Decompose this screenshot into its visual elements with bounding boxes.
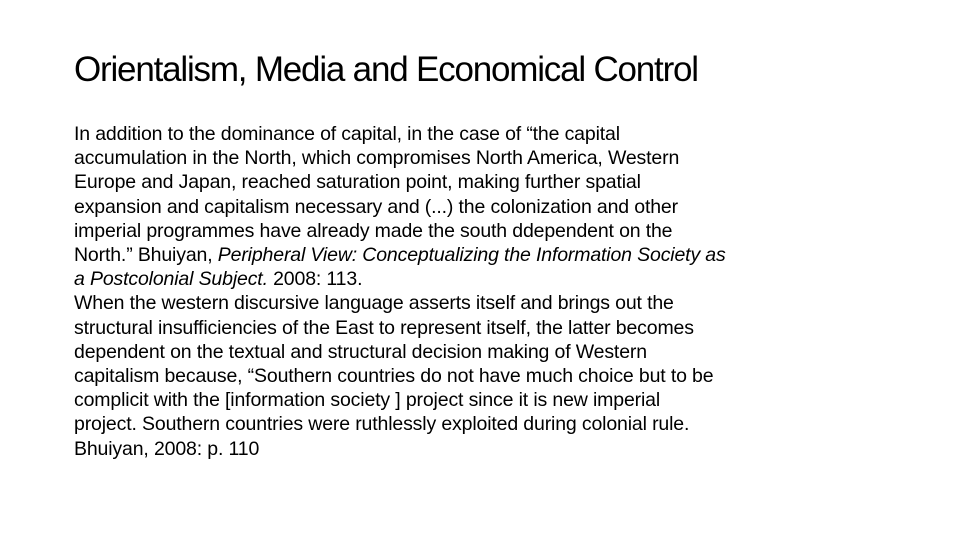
paragraph-2-line-2: structural insufficiencies of the East to represent itself, the latter becomes	[74, 316, 694, 339]
paragraph-2-line-4: capitalism because, “Southern countries do not have much choice but to be	[74, 365, 714, 388]
citation-year-page: 2008: 113.	[267, 268, 363, 291]
slide-body	[74, 122, 904, 461]
paragraph-1-line-4: expansion and capitalism necessary and (...) the colonization and other	[74, 195, 678, 218]
citation-book-title-part-1: Peripheral View: Conceptualizing the Information Society as	[217, 244, 726, 267]
paragraph-2-line-7: Bhuiyan, 2008: p. 110	[74, 437, 260, 460]
paragraph-western-discourse	[74, 291, 904, 460]
paragraph-capital-accumulation	[74, 122, 904, 291]
paragraph-2-line-1: When the western discursive language asserts itself and brings out the	[74, 292, 674, 315]
paragraph-1-line-7	[74, 267, 904, 291]
paragraph-1-line-6	[74, 243, 904, 267]
paragraph-2-line-6: project. Southern countries were ruthlessly exploited during colonial rule.	[74, 413, 690, 436]
paragraph-2-line-3: dependent on the textual and structural decision making of Western	[74, 340, 647, 363]
citation-book-title-part-2: a Postcolonial Subject.	[74, 268, 268, 291]
paragraph-1-line-1: In addition to the dominance of capital, in the case of “the capital	[74, 123, 620, 145]
paragraph-1-line-3: Europe and Japan, reached saturation point, making further spatial	[74, 171, 641, 194]
slide-title: Orientalism, Media and Economical Control	[74, 50, 698, 89]
paragraph-1-line-2: accumulation in the North, which compromises North America, Western	[74, 147, 680, 170]
paragraph-1-line-5: imperial programmes have already made the south ddependent on the	[74, 219, 673, 242]
citation-author: North.” Bhuiyan,	[74, 244, 218, 267]
paragraph-2-line-5: complicit with the [information society ] project since it is new imperial	[74, 389, 661, 412]
